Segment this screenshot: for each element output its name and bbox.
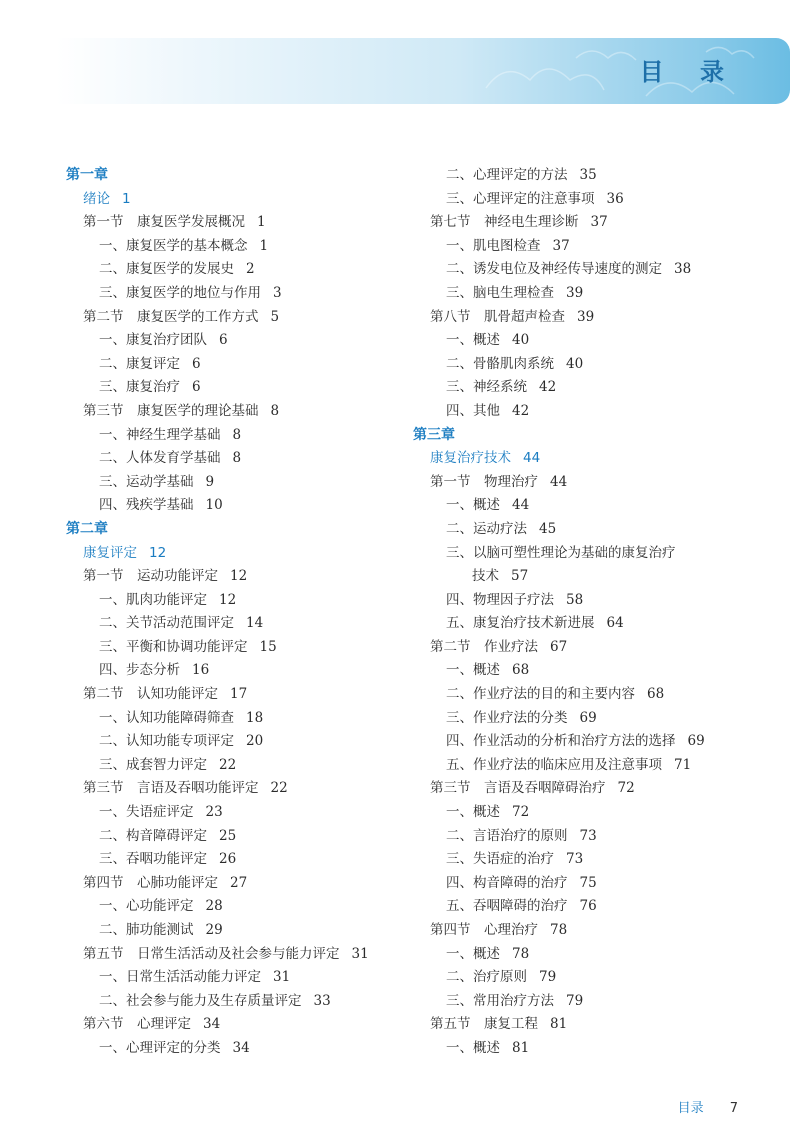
toc-entry-title: 二、诱发电位及神经传导速度的测定 bbox=[446, 261, 662, 278]
toc-chaptitle bbox=[66, 542, 426, 566]
toc-entry-page: 12 bbox=[219, 591, 237, 608]
toc-entry-title: 一、认知功能障碍筛查 bbox=[99, 709, 234, 726]
toc-entry-title: 一、概述 bbox=[446, 945, 500, 962]
page-title: 目 录 bbox=[639, 58, 738, 86]
toc-item bbox=[413, 612, 773, 636]
toc-entry-page: 69 bbox=[687, 733, 705, 750]
toc-entry-page: 31 bbox=[351, 945, 369, 962]
toc-entry-page: 81 bbox=[512, 1039, 530, 1056]
toc-entry-title: 一、肌电图检查 bbox=[446, 237, 541, 254]
toc-entry-title: 三、作业疗法的分类 bbox=[446, 709, 568, 726]
toc-item bbox=[66, 376, 426, 400]
toc-item bbox=[413, 1037, 773, 1061]
toc-entry-page: 40 bbox=[512, 332, 530, 349]
toc-entry-page: 37 bbox=[552, 237, 570, 254]
toc-item bbox=[66, 825, 426, 849]
toc-item bbox=[66, 754, 426, 778]
toc-entry-title: 一、日常生活活动能力评定 bbox=[99, 969, 261, 986]
toc-entry-title: 二、人体发育学基础 bbox=[99, 450, 221, 467]
toc-entry-title: 一、神经生理学基础 bbox=[99, 426, 221, 443]
toc-entry-page: 78 bbox=[550, 922, 568, 938]
toc-item bbox=[413, 518, 773, 542]
toc-entry-page: 68 bbox=[647, 686, 665, 703]
toc-entry-title: 第三节 言语及吞咽障碍治疗 bbox=[430, 780, 606, 797]
toc-item bbox=[66, 1037, 426, 1061]
toc-item bbox=[66, 447, 426, 471]
toc-section bbox=[413, 777, 773, 801]
toc-entry-page: 40 bbox=[566, 355, 584, 372]
toc-entry-title: 第五节 日常生活活动及社会参与能力评定 bbox=[83, 945, 340, 962]
toc-entry-title: 第一节 物理治疗 bbox=[430, 473, 538, 490]
toc-entry-page: 75 bbox=[579, 874, 597, 891]
toc-entry-title: 三、以脑可塑性理论为基础的康复治疗 bbox=[446, 544, 676, 561]
toc-entry-title: 一、概述 bbox=[446, 662, 500, 679]
toc-entry-title: 二、骨骼肌肉系统 bbox=[446, 355, 554, 372]
toc-item bbox=[66, 589, 426, 613]
toc-entry-title: 三、吞咽功能评定 bbox=[99, 851, 207, 868]
toc-entry-page: 72 bbox=[617, 780, 635, 797]
toc-entry-page: 36 bbox=[606, 190, 624, 207]
toc-item bbox=[413, 376, 773, 400]
toc-section bbox=[66, 777, 426, 801]
toc-entry-page: 2 bbox=[246, 261, 255, 278]
toc-right-column bbox=[413, 164, 773, 1061]
toc-item bbox=[66, 612, 426, 636]
toc-left-column bbox=[66, 164, 426, 1061]
toc-entry-page: 12 bbox=[230, 568, 248, 585]
toc-entry-title: 三、常用治疗方法 bbox=[446, 992, 554, 1009]
toc-entry-page: 27 bbox=[230, 874, 248, 891]
toc-item bbox=[413, 164, 773, 188]
toc-entry-title: 二、关节活动范围评定 bbox=[99, 615, 234, 632]
toc-entry-page: 38 bbox=[674, 261, 692, 278]
toc-section bbox=[66, 1013, 426, 1037]
toc-entry-title: 二、治疗原则 bbox=[446, 969, 527, 986]
toc-entry-title: 一、概述 bbox=[446, 497, 500, 514]
toc-cont bbox=[413, 565, 773, 589]
toc-entry-title: 一、概述 bbox=[446, 1039, 500, 1056]
toc-item bbox=[66, 919, 426, 943]
toc-entry-title: 三、运动学基础 bbox=[99, 473, 194, 490]
toc-entry-title: 第二节 康复医学的工作方式 bbox=[83, 308, 259, 325]
toc-entry-title: 绪论 bbox=[83, 190, 110, 207]
toc-chapter bbox=[66, 518, 426, 542]
toc-entry-page: 8 bbox=[232, 426, 242, 443]
toc-section bbox=[66, 565, 426, 589]
toc-entry-page: 14 bbox=[246, 615, 264, 632]
toc-item bbox=[66, 895, 426, 919]
toc-entry-title: 第三章 bbox=[413, 426, 455, 443]
toc-item bbox=[413, 707, 773, 731]
toc-entry-title: 二、运动疗法 bbox=[446, 520, 527, 537]
toc-entry-page: 9 bbox=[205, 473, 215, 490]
toc-entry-title: 五、康复治疗技术新进展 bbox=[446, 615, 595, 632]
toc-section bbox=[413, 919, 773, 943]
toc-entry-page: 23 bbox=[205, 804, 223, 821]
toc-entry-title: 三、平衡和协调功能评定 bbox=[99, 638, 248, 655]
toc-entry-page: 33 bbox=[313, 992, 331, 1009]
toc-item bbox=[413, 494, 773, 518]
toc-entry-page: 10 bbox=[205, 497, 223, 514]
toc-item bbox=[413, 353, 773, 377]
toc-item bbox=[413, 872, 773, 896]
toc-item bbox=[66, 282, 426, 306]
toc-entry-page: 64 bbox=[606, 615, 624, 632]
toc-entry-title: 三、成套智力评定 bbox=[99, 756, 207, 773]
toc-section bbox=[66, 872, 426, 896]
toc-item bbox=[66, 730, 426, 754]
toc-entry-page: 5 bbox=[270, 308, 280, 325]
toc-item bbox=[66, 329, 426, 353]
toc-entry-page: 44 bbox=[523, 450, 541, 467]
toc-section bbox=[66, 400, 426, 424]
toc-entry-title: 第二章 bbox=[66, 520, 108, 537]
toc-entry-page: 8 bbox=[270, 402, 280, 419]
toc-section bbox=[413, 306, 773, 330]
toc-item bbox=[413, 895, 773, 919]
toc-entry-title: 一、康复治疗团队 bbox=[99, 332, 207, 349]
toc-item bbox=[413, 730, 773, 754]
toc-entry-title: 二、言语治疗的原则 bbox=[446, 827, 568, 844]
toc-entry-page: 6 bbox=[192, 355, 201, 372]
toc-entry-title: 二、心理评定的方法 bbox=[446, 167, 568, 183]
toc-entry-title: 二、康复评定 bbox=[99, 355, 180, 372]
toc-entry-title: 二、社会参与能力及生存质量评定 bbox=[99, 992, 302, 1009]
toc-item bbox=[413, 659, 773, 683]
toc-entry-title: 第一节 康复医学发展概况 bbox=[83, 214, 245, 231]
toc-item bbox=[413, 282, 773, 306]
toc-entry-title: 二、康复医学的发展史 bbox=[99, 261, 234, 278]
toc-entry-title: 五、吞咽障碍的治疗 bbox=[446, 898, 568, 915]
toc-entry-page: 76 bbox=[579, 898, 597, 915]
toc-entry-title: 第五节 康复工程 bbox=[430, 1016, 538, 1033]
toc-section bbox=[413, 636, 773, 660]
toc-item bbox=[66, 707, 426, 731]
toc-entry-title: 康复治疗技术 bbox=[430, 450, 511, 467]
toc-entry-page: 42 bbox=[512, 402, 530, 419]
toc-entry-page: 79 bbox=[539, 969, 557, 986]
toc-entry-page: 44 bbox=[512, 497, 530, 514]
toc-entry-title: 二、作业疗法的目的和主要内容 bbox=[446, 686, 635, 703]
toc-entry-title: 技术 bbox=[472, 568, 499, 585]
toc-entry-page: 8 bbox=[232, 450, 242, 467]
toc-entry-page: 79 bbox=[566, 992, 584, 1009]
toc-item bbox=[413, 589, 773, 613]
toc-entry-page: 31 bbox=[273, 969, 291, 986]
toc-entry-title: 三、康复医学的地位与作用 bbox=[99, 284, 261, 301]
toc-entry-page: 29 bbox=[205, 922, 223, 938]
toc-entry-title: 第七节 神经电生理诊断 bbox=[430, 214, 579, 231]
toc-entry-title: 三、脑电生理检查 bbox=[446, 284, 554, 301]
toc-entry-page: 39 bbox=[577, 308, 595, 325]
toc-item bbox=[66, 848, 426, 872]
toc-entry-title: 第六节 心理评定 bbox=[83, 1016, 191, 1033]
toc-entry-title: 第四节 心理治疗 bbox=[430, 922, 538, 938]
toc-entry-page: 73 bbox=[579, 827, 597, 844]
toc-entry-title: 第八节 肌骨超声检查 bbox=[430, 308, 565, 325]
toc-chaptitle bbox=[413, 447, 773, 471]
toc-entry-page: 68 bbox=[512, 662, 530, 679]
toc-item bbox=[413, 235, 773, 259]
toc-entry-title: 一、肌肉功能评定 bbox=[99, 591, 207, 608]
toc-entry-title: 二、构音障碍评定 bbox=[99, 827, 207, 844]
toc-item bbox=[66, 801, 426, 825]
toc-item bbox=[413, 990, 773, 1014]
toc-section bbox=[66, 683, 426, 707]
toc-entry-page: 6 bbox=[192, 379, 201, 396]
toc-item bbox=[413, 943, 773, 967]
toc-chapter bbox=[413, 424, 773, 448]
toc-entry-page: 34 bbox=[232, 1039, 250, 1056]
toc-entry-page: 57 bbox=[511, 568, 529, 585]
toc-entry-page: 37 bbox=[590, 214, 608, 231]
toc-item bbox=[66, 471, 426, 495]
toc-entry-page: 1 bbox=[259, 237, 269, 254]
toc-entry-page: 69 bbox=[579, 709, 597, 726]
toc-item bbox=[413, 329, 773, 353]
toc-entry-title: 四、构音障碍的治疗 bbox=[446, 874, 568, 891]
toc-entry-title: 康复评定 bbox=[83, 544, 137, 561]
toc-entry-page: 22 bbox=[219, 756, 237, 773]
toc-entry-page: 67 bbox=[550, 638, 568, 655]
toc-entry-page: 71 bbox=[674, 756, 692, 773]
toc-entry-page: 34 bbox=[203, 1016, 221, 1033]
toc-entry-page: 22 bbox=[270, 780, 288, 797]
toc-entry-title: 第三节 言语及吞咽功能评定 bbox=[83, 780, 259, 797]
toc-entry-page: 1 bbox=[257, 214, 266, 231]
toc-entry-title: 三、神经系统 bbox=[446, 379, 527, 396]
toc-entry-page: 15 bbox=[259, 638, 277, 655]
toc-entry-title: 一、概述 bbox=[446, 804, 500, 821]
toc-section bbox=[413, 211, 773, 235]
header-banner bbox=[56, 38, 790, 104]
toc-item bbox=[66, 353, 426, 377]
toc-entry-page: 78 bbox=[512, 945, 530, 962]
toc-entry-page: 6 bbox=[219, 332, 228, 349]
toc-entry-page: 35 bbox=[579, 167, 597, 183]
toc-entry-page: 1 bbox=[122, 190, 131, 207]
toc-entry-title: 四、步态分析 bbox=[99, 662, 180, 679]
toc-entry-page: 45 bbox=[539, 520, 557, 537]
toc-entry-page: 72 bbox=[512, 804, 530, 821]
toc-entry-title: 第四节 心肺功能评定 bbox=[83, 874, 218, 891]
toc-entry-page: 81 bbox=[550, 1016, 568, 1033]
toc-entry-page: 3 bbox=[273, 284, 282, 301]
toc-item bbox=[413, 188, 773, 212]
toc-entry-title: 四、作业活动的分析和治疗方法的选择 bbox=[446, 733, 676, 750]
toc-entry-page: 12 bbox=[149, 544, 167, 561]
toc-item bbox=[413, 258, 773, 282]
toc-entry-page: 26 bbox=[219, 851, 237, 868]
toc-section bbox=[413, 471, 773, 495]
toc-entry-title: 一、失语症评定 bbox=[99, 804, 194, 821]
page-footer bbox=[678, 1097, 738, 1116]
toc-item bbox=[66, 258, 426, 282]
toc-entry-page: 44 bbox=[550, 473, 568, 490]
toc-entry-title: 第一节 运动功能评定 bbox=[83, 568, 218, 585]
toc-entry-title: 四、残疾学基础 bbox=[99, 497, 194, 514]
toc-item bbox=[413, 542, 773, 566]
toc-entry-title: 第一章 bbox=[66, 167, 108, 183]
toc-entry-title: 第三节 康复医学的理论基础 bbox=[83, 402, 259, 419]
toc-entry-page: 42 bbox=[539, 379, 557, 396]
toc-entry-title: 一、心功能评定 bbox=[99, 898, 194, 915]
toc-entry-page: 17 bbox=[230, 686, 248, 703]
toc-entry-title: 五、作业疗法的临床应用及注意事项 bbox=[446, 756, 662, 773]
toc-entry-title: 一、心理评定的分类 bbox=[99, 1039, 221, 1056]
toc-item bbox=[413, 801, 773, 825]
toc-item bbox=[413, 754, 773, 778]
toc-section bbox=[66, 211, 426, 235]
toc-entry-title: 第二节 认知功能评定 bbox=[83, 686, 218, 703]
toc-section bbox=[66, 306, 426, 330]
toc-entry-page: 20 bbox=[246, 733, 264, 750]
toc-entry-title: 二、认知功能专项评定 bbox=[99, 733, 234, 750]
toc-entry-title: 四、其他 bbox=[446, 402, 500, 419]
toc-entry-title: 第二节 作业疗法 bbox=[430, 638, 538, 655]
toc-entry-title: 二、肺功能测试 bbox=[99, 922, 194, 938]
toc-item bbox=[66, 990, 426, 1014]
toc-entry-title: 一、概述 bbox=[446, 332, 500, 349]
toc-item bbox=[66, 966, 426, 990]
toc-item bbox=[413, 825, 773, 849]
toc-item bbox=[66, 494, 426, 518]
toc-entry-title: 四、物理因子疗法 bbox=[446, 591, 554, 608]
page-number: 7 bbox=[729, 1101, 738, 1116]
toc-item bbox=[66, 636, 426, 660]
toc-chaptitle bbox=[66, 188, 426, 212]
toc-entry-page: 39 bbox=[566, 284, 584, 301]
toc-entry-page: 58 bbox=[566, 591, 584, 608]
toc-item bbox=[413, 400, 773, 424]
toc-entry-page: 28 bbox=[205, 898, 223, 915]
toc-chapter bbox=[66, 164, 426, 188]
toc-entry-title: 一、康复医学的基本概念 bbox=[99, 237, 248, 254]
toc-item bbox=[66, 659, 426, 683]
toc-section bbox=[66, 943, 426, 967]
toc-entry-title: 三、康复治疗 bbox=[99, 379, 180, 396]
toc-entry-page: 16 bbox=[192, 662, 210, 679]
toc-item bbox=[66, 235, 426, 259]
toc-item bbox=[413, 848, 773, 872]
toc-entry-title: 三、心理评定的注意事项 bbox=[446, 190, 595, 207]
footer-label: 目录 bbox=[677, 1101, 704, 1116]
toc-entry-title: 三、失语症的治疗 bbox=[446, 851, 554, 868]
toc-item bbox=[413, 966, 773, 990]
toc-item bbox=[413, 683, 773, 707]
toc-entry-page: 25 bbox=[219, 827, 237, 844]
toc-entry-page: 18 bbox=[246, 709, 264, 726]
toc-item bbox=[66, 424, 426, 448]
toc-section bbox=[413, 1013, 773, 1037]
toc-entry-page: 73 bbox=[566, 851, 584, 868]
